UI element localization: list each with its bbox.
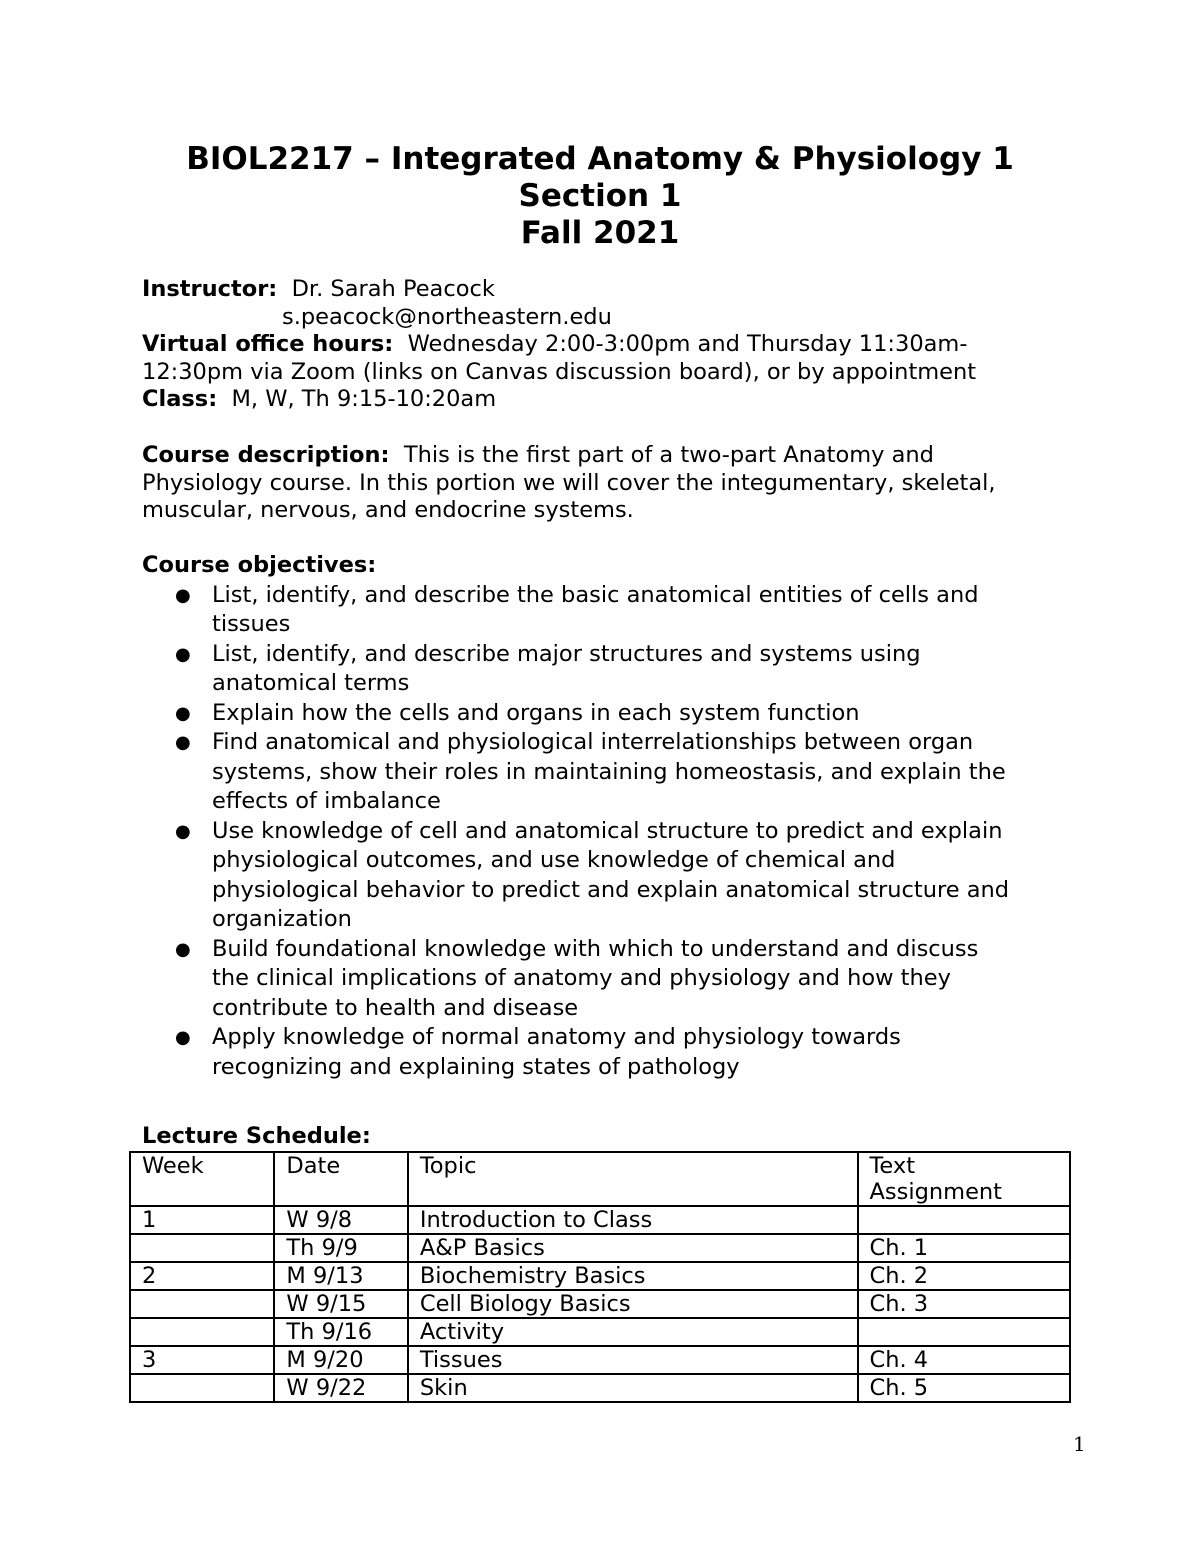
objective-item [142,935,1072,1024]
cell-week [130,1290,274,1318]
cell-date: Th 9/9 [274,1234,407,1262]
table-row [130,1346,1070,1374]
header-week: Week [130,1152,274,1206]
cell-topic: Biochemistry Basics [408,1262,858,1290]
class-time: M, W, Th 9:15-10:20am [231,386,497,412]
table-row [130,1290,1070,1318]
cell-topic: Cell Biology Basics [408,1290,858,1318]
description-line-3: muscular, nervous, and endocrine systems. [142,497,634,523]
office-hours-row [142,331,1042,359]
course-title: BIOL2217 – Integrated Anatomy & Physiology 1 [186,141,1014,177]
objective-line: Find anatomical and physiological interrelationships between organ [212,729,974,755]
cell-topic: Skin [408,1374,858,1402]
cell-date: Th 9/16 [274,1318,407,1346]
description-line-2: Physiology course. In this portion we will cover the integumentary, skeletal, [142,469,996,496]
table-row [130,1318,1070,1346]
cell-week: 3 [130,1346,274,1374]
objective-line: recognizing and explaining states of pathology [212,1053,740,1080]
cell-text-assignment: Ch. 3 [858,1290,1070,1318]
objective-line: List, identify, and describe major structures and systems using [212,640,921,667]
objective-line: the clinical implications of anatomy and physiology and how they [212,965,951,991]
bullet-icon: ● [175,643,191,665]
objective-item [142,728,1072,817]
course-term: Fall 2021 [520,215,680,251]
lecture-schedule-table [129,1151,1071,1403]
bullet-icon: ● [175,732,191,753]
objective-line: systems, show their roles in maintaining homeostasis, and explain the [212,758,1006,785]
header-text-line1: Text [869,1153,916,1179]
bullet-icon: ● [175,702,191,724]
objective-line: effects of imbalance [212,788,441,814]
bullet-icon: ● [175,584,191,606]
objective-line: physiological behavior to predict and explain anatomical structure and [212,876,1010,903]
class-row [142,386,1042,414]
objective-item [142,640,1072,699]
cell-text-assignment [858,1206,1070,1234]
cell-date: W 9/15 [274,1290,407,1318]
class-label: Class: [142,386,218,412]
objective-line: Use knowledge of cell and anatomical structure to predict and explain [212,817,1003,844]
objective-item [142,1023,1072,1082]
instructor-label: Instructor: [142,276,278,302]
objective-line: List, identify, and describe the basic anatomical entities of cells and [212,581,979,608]
objective-line: contribute to health and disease [212,994,579,1021]
description-text-1: This is the first part of a two-part Anatomy and [403,442,934,468]
cell-topic: A&P Basics [408,1234,858,1262]
table-row [130,1206,1070,1234]
objective-line: Explain how the cells and organs in each system function [212,699,860,726]
office-hours-continued [142,359,1042,387]
table-header-row [130,1152,1070,1206]
header-text-assignment [858,1152,1070,1206]
cell-text-assignment: Ch. 1 [858,1234,1070,1262]
instructor-email-row [142,304,1042,332]
office-hours-line1: Wednesday 2:00-3:00pm and Thursday 11:30am- [407,331,968,357]
cell-date: W 9/22 [274,1374,407,1402]
cell-text-assignment: Ch. 4 [858,1346,1070,1374]
bullet-icon: ● [175,820,191,842]
cell-text-assignment: Ch. 2 [858,1262,1070,1290]
objective-line: organization [212,906,352,932]
header-topic: Topic [408,1152,858,1206]
course-title-block [0,141,1200,252]
instructor-name: Dr. Sarah Peacock [291,276,495,302]
cell-week [130,1234,274,1262]
cell-date: M 9/20 [274,1346,407,1374]
course-info [142,276,1042,414]
objective-line: tissues [212,611,291,637]
objective-line: Build foundational knowledge with which to understand and discuss [212,935,979,962]
cell-date: W 9/8 [274,1206,407,1234]
cell-topic: Tissues [408,1346,858,1374]
cell-week [130,1318,274,1346]
cell-text-assignment: Ch. 5 [858,1374,1070,1402]
objective-line: anatomical terms [212,670,410,696]
bullet-icon: ● [175,1027,191,1048]
description-line-1 [142,442,1062,470]
course-objectives [142,551,1072,1082]
instructor-email: s.peacock@northeastern.edu [282,303,612,330]
objectives-heading: Course objectives: [142,552,377,578]
course-description [142,442,1062,525]
table-row [130,1262,1070,1290]
cell-topic: Introduction to Class [408,1206,858,1234]
objective-item [142,581,1072,640]
cell-week: 1 [130,1206,274,1234]
office-hours-line2: 12:30pm via Zoom (links on Canvas discussion board), or by appointment [142,358,977,385]
objective-line: physiological outcomes, and use knowledge of chemical and [212,847,896,873]
objective-item [142,817,1072,935]
bullet-icon: ● [175,938,191,960]
objective-line: Apply knowledge of normal anatomy and physiology towards [212,1024,901,1050]
schedule-heading: Lecture Schedule: [142,1123,371,1149]
office-hours-label: Virtual office hours: [142,331,394,357]
course-section: Section 1 [518,178,682,214]
cell-text-assignment [858,1318,1070,1346]
cell-week: 2 [130,1262,274,1290]
description-label: Course description: [142,442,390,468]
cell-date: M 9/13 [274,1262,407,1290]
table-row [130,1374,1070,1402]
page-number: 1 [1073,1432,1086,1456]
table-row [130,1234,1070,1262]
objectives-list [142,581,1072,1083]
header-date: Date [274,1152,407,1206]
instructor-row [142,276,1042,304]
cell-week [130,1374,274,1402]
header-text-line2: Assignment [869,1179,1002,1205]
objective-item [142,699,1072,729]
cell-topic: Activity [408,1318,858,1346]
